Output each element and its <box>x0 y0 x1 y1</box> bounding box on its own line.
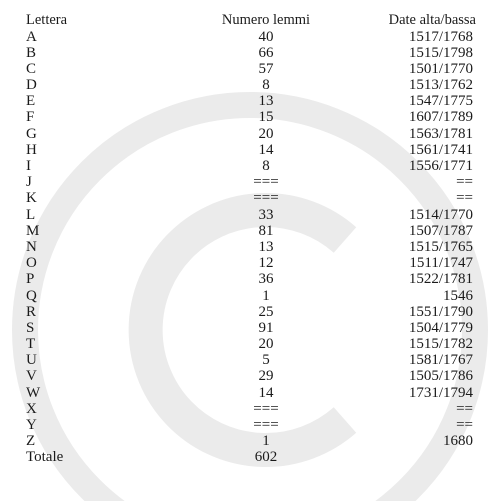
row-count: 1 <box>262 287 270 304</box>
total-count: 602 <box>254 449 278 466</box>
row-count: 12 <box>258 255 274 272</box>
table-row <box>26 385 476 401</box>
table-row <box>26 174 476 190</box>
table-row <box>26 126 476 142</box>
table-row <box>26 255 476 271</box>
row-letter: V <box>26 368 37 385</box>
row-dates: 1561/1741 <box>408 141 473 158</box>
table-row <box>26 417 476 433</box>
row-count: === <box>253 174 279 191</box>
row-letter: N <box>26 238 37 255</box>
header-letter: Lettera <box>26 12 68 28</box>
row-count: 40 <box>258 28 274 45</box>
row-dates: 1514/1770 <box>408 206 473 223</box>
table-row <box>26 142 476 158</box>
row-letter: F <box>26 109 35 126</box>
row-count: 20 <box>258 336 274 353</box>
row-dates: 1546 <box>443 287 473 304</box>
row-count: 5 <box>262 352 270 369</box>
table-row <box>26 352 476 368</box>
table-row <box>26 320 476 336</box>
table-row <box>26 77 476 93</box>
table-row <box>26 239 476 255</box>
row-count: 20 <box>258 125 274 142</box>
table-row <box>26 61 476 77</box>
table-row <box>26 223 476 239</box>
row-letter: Y <box>26 417 37 433</box>
row-count: === <box>253 400 279 417</box>
row-letter: R <box>26 303 37 320</box>
table-row <box>26 207 476 223</box>
row-letter: L <box>26 206 36 223</box>
table-row <box>26 158 476 174</box>
row-letter: S <box>26 319 35 336</box>
row-count: 29 <box>258 368 274 385</box>
row-count: === <box>253 190 279 207</box>
row-count: 14 <box>258 384 274 401</box>
row-letter: Z <box>26 433 36 450</box>
row-letter: M <box>26 222 40 239</box>
table-row <box>26 336 476 352</box>
row-count: === <box>253 417 279 433</box>
row-count: 1 <box>262 433 270 450</box>
row-dates: 1515/1798 <box>408 44 473 61</box>
row-dates: 1522/1781 <box>408 271 473 288</box>
row-dates: 1511/1747 <box>409 255 473 272</box>
header-dates: Date alta/bassa <box>388 12 476 28</box>
table-row <box>26 368 476 384</box>
row-dates: == <box>456 190 473 207</box>
row-letter: T <box>26 336 36 353</box>
row-count: 13 <box>258 238 274 255</box>
table-row <box>26 304 476 320</box>
row-letter: G <box>26 125 37 142</box>
table-row <box>26 401 476 417</box>
row-dates: 1547/1775 <box>408 93 473 110</box>
row-letter: K <box>26 190 37 207</box>
row-dates: 1504/1779 <box>408 319 473 336</box>
row-letter: O <box>26 255 37 272</box>
row-letter: P <box>26 271 35 288</box>
row-dates: == <box>456 174 473 191</box>
lemma-table <box>26 12 476 466</box>
row-count: 13 <box>258 93 274 110</box>
row-count: 8 <box>262 77 270 94</box>
row-letter: U <box>26 352 37 369</box>
row-letter: B <box>26 44 37 61</box>
row-letter: E <box>26 93 36 110</box>
row-letter: J <box>26 174 32 191</box>
total-label: Totale <box>26 449 64 466</box>
row-dates: 1607/1789 <box>408 109 473 126</box>
row-dates: 1581/1767 <box>408 352 473 369</box>
row-count: 33 <box>258 206 274 223</box>
table-row <box>26 93 476 109</box>
row-dates: 1680 <box>443 433 473 450</box>
row-letter: D <box>26 77 37 94</box>
row-dates: 1507/1787 <box>408 222 473 239</box>
row-dates: 1501/1770 <box>408 60 473 77</box>
table-row <box>26 109 476 125</box>
row-count: 91 <box>258 319 274 336</box>
table-row <box>26 45 476 61</box>
table-row <box>26 288 476 304</box>
row-count: 36 <box>258 271 274 288</box>
table-row <box>26 271 476 287</box>
row-letter: I <box>26 158 31 174</box>
row-dates: 1515/1782 <box>408 336 473 353</box>
row-dates: 1556/1771 <box>408 158 473 174</box>
row-count: 8 <box>262 158 270 174</box>
row-dates: == <box>456 400 473 417</box>
row-letter: W <box>26 384 41 401</box>
table-header <box>26 12 476 29</box>
row-dates: 1731/1794 <box>408 384 473 401</box>
row-dates: == <box>456 417 473 433</box>
row-letter: X <box>26 400 37 417</box>
row-dates: 1515/1765 <box>408 238 473 255</box>
row-count: 25 <box>258 303 274 320</box>
row-dates: 1551/1790 <box>408 303 473 320</box>
total-row <box>26 449 476 465</box>
row-count: 15 <box>258 109 274 126</box>
row-count: 66 <box>258 44 274 61</box>
table-row <box>26 29 476 45</box>
table-row <box>26 190 476 206</box>
row-dates: 1563/1781 <box>408 125 473 142</box>
row-count: 14 <box>258 141 274 158</box>
header-count: Numero lemmi <box>221 12 311 28</box>
row-dates: 1505/1786 <box>408 368 473 385</box>
row-letter: H <box>26 141 37 158</box>
table-body <box>26 29 476 450</box>
row-letter: C <box>26 60 37 77</box>
row-dates: 1517/1768 <box>408 28 473 45</box>
row-dates: 1513/1762 <box>408 77 473 94</box>
row-count: 57 <box>258 60 274 77</box>
row-letter: A <box>26 28 37 45</box>
row-count: 81 <box>258 222 274 239</box>
row-letter: Q <box>26 287 37 304</box>
table-row <box>26 433 476 449</box>
